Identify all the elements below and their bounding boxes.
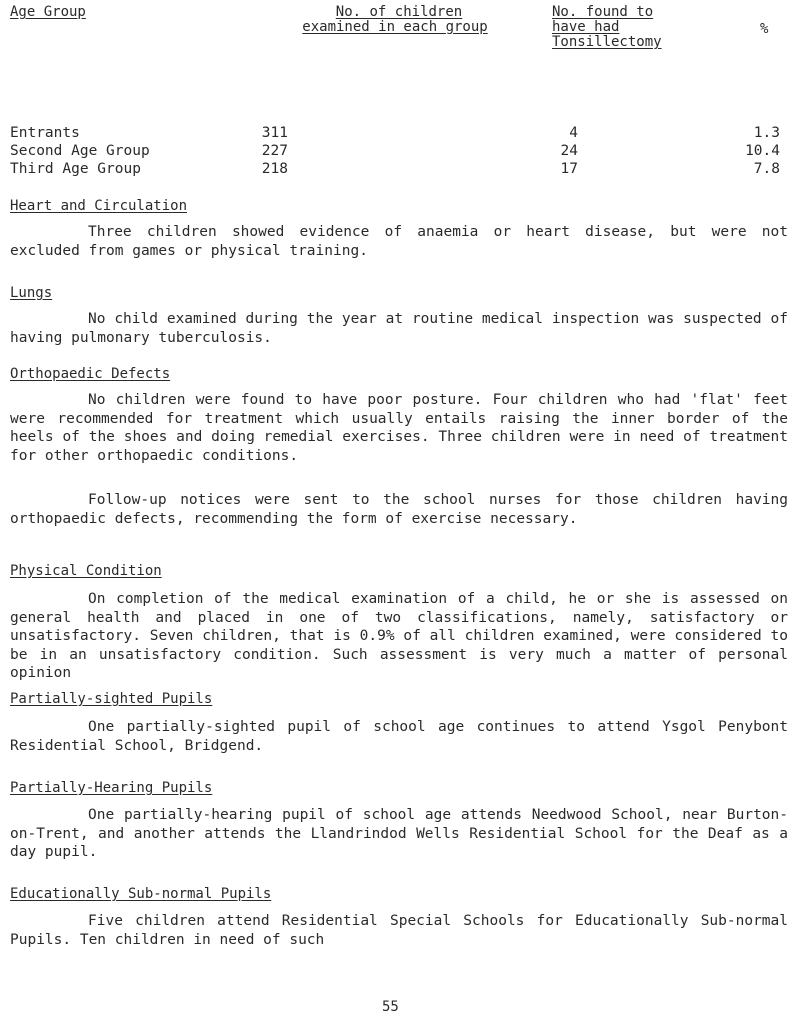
paragraph-educationally-subnormal: Five children attend Residential Special Schools for Educationally Sub-normal Pupils. Ten children in need of such: [10, 913, 788, 948]
page-number: 55: [382, 999, 399, 1015]
header-found-line3: Tonsillectomy: [552, 34, 662, 50]
header-found: [552, 5, 662, 50]
row-label: Entrants: [10, 125, 80, 141]
cell-examined: 218: [261, 161, 288, 177]
cell-found: 17: [560, 161, 578, 177]
section-heading-orthopaedic: Orthopaedic Defects: [10, 366, 171, 382]
cell-found: 4: [569, 125, 578, 141]
paragraph-partially-hearing: One partially-hearing pupil of school age attends Needwood School, near Burton-on-Trent, and another attends the Llandrindod Wells Residential School for the Deaf as a day pupil.: [10, 807, 788, 860]
paragraph-physical: On completion of the medical examination of a child, he or she is assessed on general health and placed in one of two classifications, namely, satisfactory or unsatisfactory. Seven children, that is 0.9% of all children examined, were considered to be in an unsatisfactory condition. Such assessment is very much a matter of personal opinion: [10, 591, 788, 681]
header-percent: %: [760, 21, 769, 37]
row-label: Third Age Group: [10, 161, 141, 177]
paragraph-lungs: No child examined during the year at routine medical inspection was suspected of having pulmonary tuberculosis.: [10, 311, 788, 346]
paragraph-orthopaedic-2: Follow-up notices were sent to the school nurses for those children having orthopaedic defects, recommending the form of exercise necessary.: [10, 492, 788, 527]
section-heading-lungs: Lungs: [10, 285, 53, 301]
header-found-line2: have had: [552, 19, 620, 35]
cell-examined: 227: [261, 143, 288, 159]
header-examined-line2: examined in each group: [302, 19, 488, 35]
section-heading-partially-hearing: Partially-Hearing Pupils: [10, 780, 213, 796]
paragraph-heart: Three children showed evidence of anaemia or heart disease, but were not excluded from games or physical training.: [10, 224, 788, 259]
header-examined: [284, 5, 514, 35]
cell-percent: 1.3: [753, 125, 780, 141]
paragraph-orthopaedic-1: No children were found to have poor posture. Four children who had 'flat' feet were recommended for treatment which usually entails raising the inner border of the heels of the shoes and doing remedial exercises. Three children were in need of treatment for other orthopaedic conditions.: [10, 392, 788, 464]
row-label: Second Age Group: [10, 143, 150, 159]
section-heading-heart: Heart and Circulation: [10, 198, 188, 214]
header-age-group: Age Group: [10, 4, 86, 20]
paragraph-partially-sighted: One partially-sighted pupil of school age continues to attend Ysgol Penybont Residential School, Bridgend.: [10, 719, 788, 754]
cell-percent: 7.8: [753, 161, 780, 177]
section-heading-educationally-subnormal: Educationally Sub-normal Pupils: [10, 886, 272, 902]
cell-examined: 311: [261, 125, 288, 141]
cell-percent: 10.4: [745, 143, 780, 159]
header-examined-line1: No. of children: [335, 4, 463, 20]
cell-found: 24: [560, 143, 578, 159]
section-heading-physical: Physical Condition: [10, 563, 162, 579]
section-heading-partially-sighted: Partially-sighted Pupils: [10, 691, 213, 707]
header-found-line1: No. found to: [552, 4, 654, 20]
